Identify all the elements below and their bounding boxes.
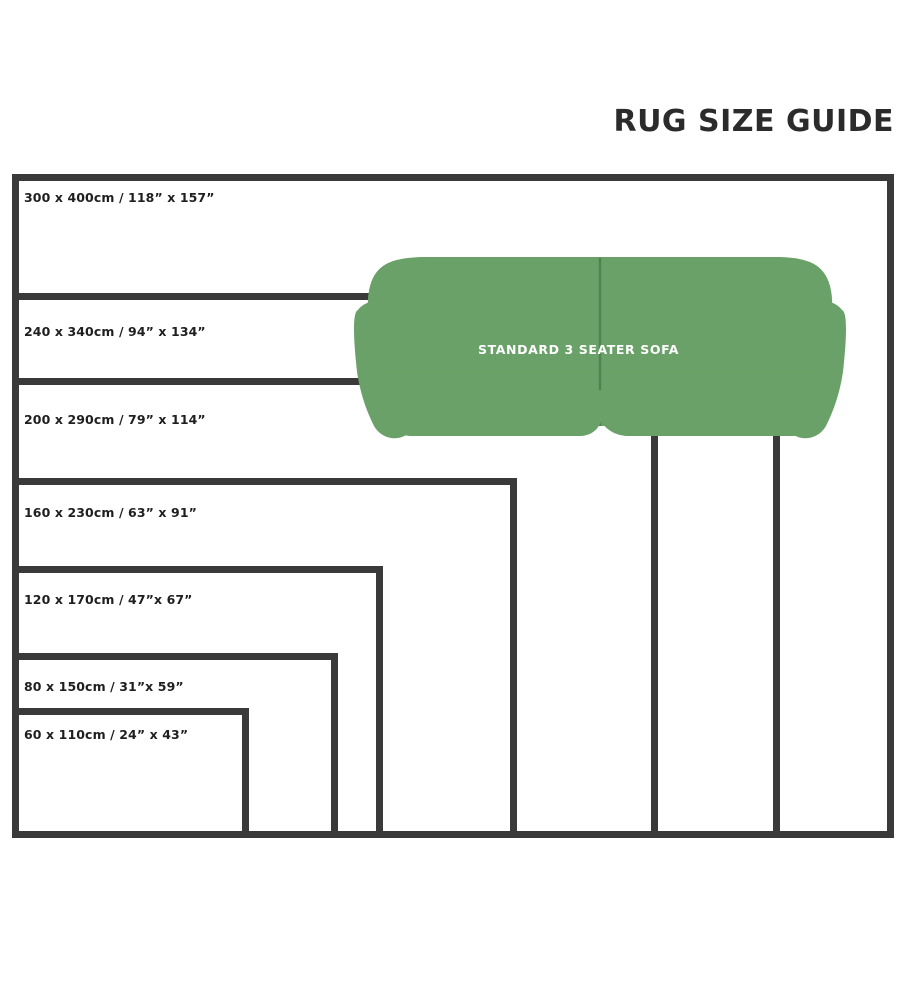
rug-label-160x230: 160 x 230cm / 63” x 91” bbox=[24, 505, 197, 520]
page-title: RUG SIZE GUIDE bbox=[613, 104, 894, 139]
rug-label-60x110: 60 x 110cm / 24” x 43” bbox=[24, 727, 189, 742]
sofa-label: STANDARD 3 SEATER SOFA bbox=[478, 342, 680, 357]
rug-label-300x400: 300 x 400cm / 118” x 157” bbox=[24, 190, 215, 205]
rug-label-120x170: 120 x 170cm / 47”x 67” bbox=[24, 592, 193, 607]
rug-label-80x150: 80 x 150cm / 31”x 59” bbox=[24, 679, 184, 694]
rug-label-240x340: 240 x 340cm / 94” x 134” bbox=[24, 324, 206, 339]
rug-label-200x290: 200 x 290cm / 79” x 114” bbox=[24, 412, 206, 427]
